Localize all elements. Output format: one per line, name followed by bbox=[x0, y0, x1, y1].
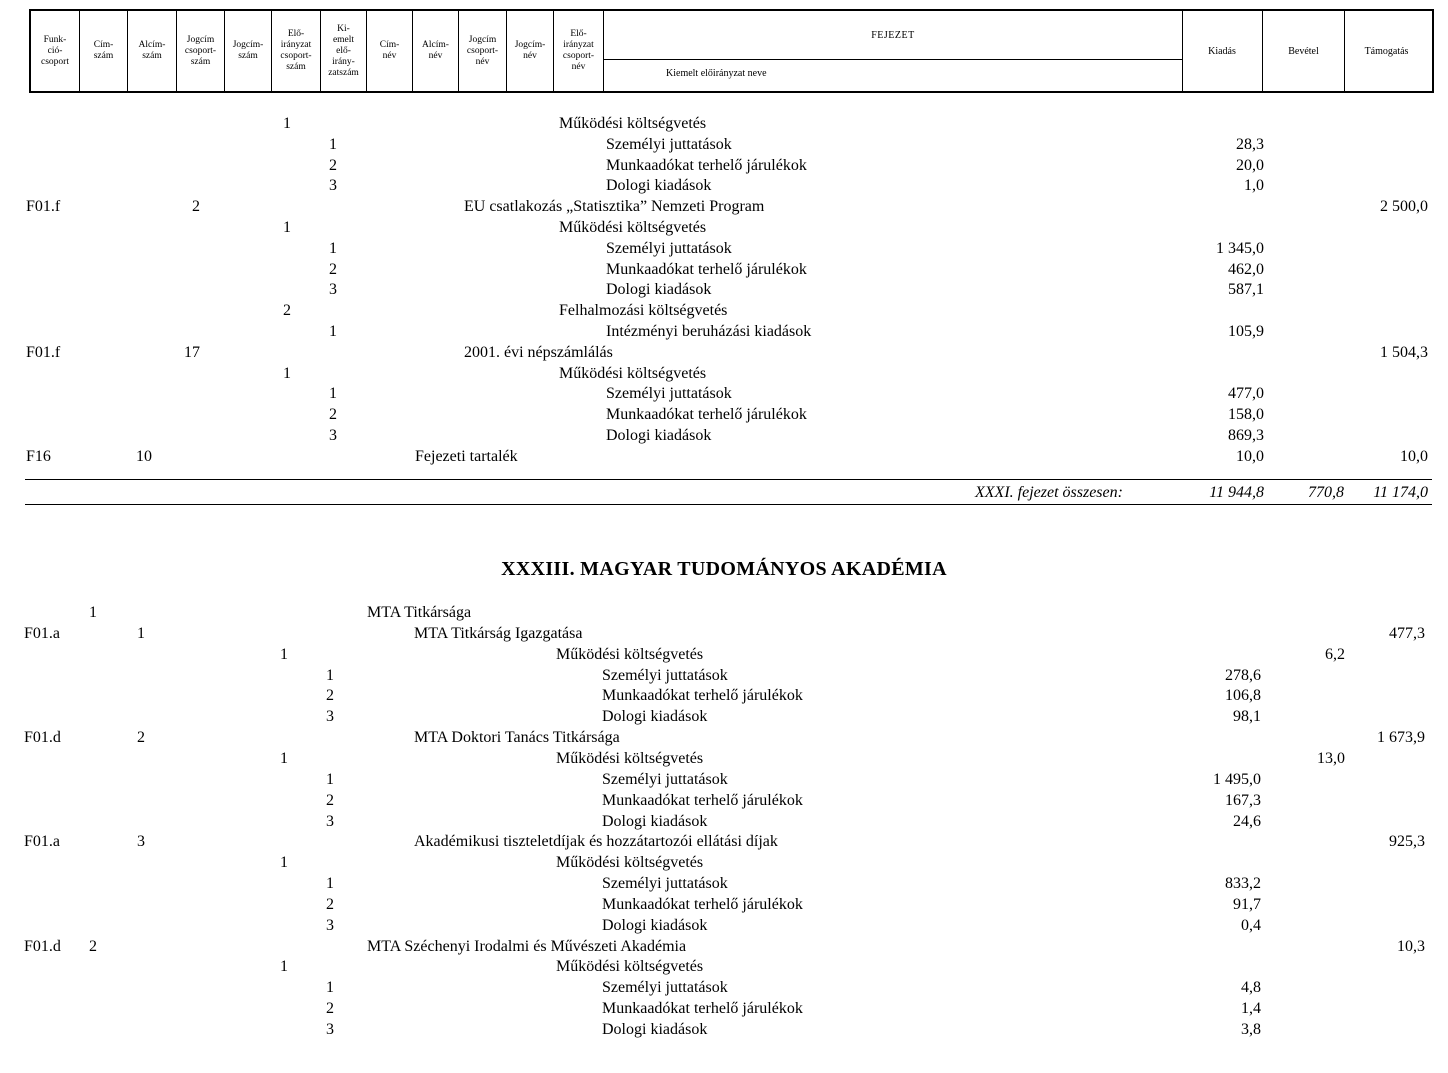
item-name: Munkaadókat terhelő járulékok bbox=[606, 156, 807, 174]
function-code: F01.f bbox=[26, 343, 61, 361]
eloiranyzat-csoport-szam: 1 bbox=[283, 115, 291, 132]
table-row bbox=[0, 667, 1448, 688]
item-name: Dologi kiadások bbox=[606, 427, 712, 444]
alcim-szam: 1 bbox=[137, 624, 145, 642]
table-row bbox=[0, 792, 1448, 813]
tamogatas-value: 2 500,0 bbox=[1380, 198, 1428, 216]
table-row bbox=[0, 448, 1448, 469]
item-name: Fejezeti tartalék bbox=[415, 447, 518, 465]
table-row bbox=[0, 917, 1448, 938]
function-code: F01.d bbox=[24, 937, 61, 955]
kiemelt-eloiranyzat-szam: 2 bbox=[329, 260, 337, 278]
table-row bbox=[0, 427, 1448, 448]
total-kiadas: 11 944,8 bbox=[1209, 484, 1264, 501]
kiadas-value: 3,8 bbox=[1241, 1021, 1261, 1038]
kiemelt-eloiranyzat-szam: 1 bbox=[326, 875, 334, 893]
alcim-szam: 2 bbox=[137, 729, 145, 747]
cim-szam: 2 bbox=[89, 937, 97, 955]
item-name: MTA Széchenyi Irodalmi és Művészeti Akadémia bbox=[367, 937, 687, 955]
header-col-9: Alcím- név bbox=[413, 11, 459, 91]
table-row bbox=[0, 385, 1448, 406]
table-row bbox=[0, 896, 1448, 917]
item-name: Működési költségvetés bbox=[556, 854, 704, 872]
kiadas-value: 158,0 bbox=[1228, 406, 1264, 424]
total-label: XXXI. fejezet összesen: bbox=[975, 484, 1123, 501]
item-name: Személyi juttatások bbox=[602, 979, 728, 997]
kiadas-value: 477,0 bbox=[1228, 385, 1264, 403]
header-kiadas: Kiadás bbox=[1182, 11, 1263, 91]
table-row bbox=[0, 854, 1448, 875]
jogcimcsoport-szam: 17 bbox=[184, 343, 200, 361]
table-row bbox=[0, 281, 1448, 302]
table-row bbox=[0, 323, 1448, 344]
header-col-2: Cím- szám bbox=[80, 11, 128, 91]
kiemelt-eloiranyzat-szam: 2 bbox=[326, 687, 334, 705]
table-row bbox=[0, 302, 1448, 323]
table-row bbox=[0, 115, 1448, 136]
table-row bbox=[0, 240, 1448, 261]
kiadas-value: 167,3 bbox=[1225, 791, 1261, 809]
item-name: Személyi juttatások bbox=[602, 770, 728, 788]
bevetel-value: 13,0 bbox=[1317, 749, 1345, 767]
function-code: F01.f bbox=[26, 198, 61, 216]
item-name: Személyi juttatások bbox=[602, 875, 728, 893]
item-name: 2001. évi népszámlálás bbox=[464, 343, 613, 361]
item-name: Intézményi beruházási kiadások bbox=[606, 323, 812, 340]
table-row bbox=[0, 750, 1448, 771]
kiemelt-eloiranyzat-szam: 2 bbox=[329, 406, 337, 424]
kiadas-value: 1 495,0 bbox=[1213, 770, 1261, 788]
kiadas-value: 833,2 bbox=[1225, 875, 1261, 893]
item-name: Dologi kiadások bbox=[602, 1021, 708, 1038]
kiadas-value: 91,7 bbox=[1233, 895, 1261, 913]
item-name: Munkaadókat terhelő járulékok bbox=[602, 791, 803, 809]
kiadas-value: 462,0 bbox=[1228, 260, 1264, 278]
section-title: XXXIII. MAGYAR TUDOMÁNYOS AKADÉMIA bbox=[501, 558, 947, 580]
item-name: Személyi juttatások bbox=[606, 385, 732, 403]
header-col-12: Elő- irányzat csoport- név bbox=[554, 11, 604, 91]
kiemelt-eloiranyzat-szam: 2 bbox=[326, 895, 334, 913]
kiadas-value: 278,6 bbox=[1225, 666, 1261, 684]
kiadas-value: 869,3 bbox=[1228, 427, 1264, 444]
item-name: Dologi kiadások bbox=[602, 708, 708, 726]
item-name: Személyi juttatások bbox=[602, 666, 728, 684]
item-name: Munkaadókat terhelő járulékok bbox=[606, 406, 807, 424]
item-name: Működési költségvetés bbox=[556, 958, 704, 976]
divider-line bbox=[25, 504, 1432, 505]
table-row bbox=[0, 958, 1448, 979]
table-row bbox=[0, 625, 1448, 646]
table-row bbox=[0, 157, 1448, 178]
kiemelt-eloiranyzat-szam: 2 bbox=[326, 791, 334, 809]
item-name: Munkaadókat terhelő járulékok bbox=[602, 895, 803, 913]
kiadas-value: 1,0 bbox=[1244, 177, 1264, 195]
table-row bbox=[0, 708, 1448, 729]
table-row bbox=[0, 198, 1448, 219]
tamogatas-value: 10,0 bbox=[1400, 447, 1428, 465]
item-name: Működési költségvetés bbox=[559, 219, 707, 236]
table-row bbox=[0, 261, 1448, 282]
function-code: F01.a bbox=[24, 624, 60, 642]
header-col-1: Funk- ció- csoport bbox=[31, 11, 80, 91]
table-row bbox=[0, 875, 1448, 896]
chapter-total-row bbox=[0, 484, 1448, 506]
bevetel-value: 6,2 bbox=[1325, 645, 1345, 663]
cim-szam: 10 bbox=[136, 447, 152, 465]
jogcimcsoport-szam: 2 bbox=[192, 198, 200, 216]
item-name: EU csatlakozás „Statisztika” Nemzeti Program bbox=[464, 198, 765, 216]
item-name: Működési költségvetés bbox=[556, 645, 704, 663]
function-code: F01.a bbox=[24, 833, 60, 851]
item-name: Működési költségvetés bbox=[559, 364, 707, 382]
kiemelt-eloiranyzat-szam: 3 bbox=[326, 708, 334, 726]
header-kiemelt-nev: Kiemelt előirányzat neve bbox=[666, 68, 767, 79]
item-name: Felhalmozási költségvetés bbox=[559, 302, 728, 320]
table-row bbox=[0, 365, 1448, 386]
kiadas-value: 106,8 bbox=[1225, 687, 1261, 705]
tamogatas-value: 1 504,3 bbox=[1380, 343, 1428, 361]
kiadas-value: 20,0 bbox=[1236, 156, 1264, 174]
eloiranyzat-csoport-szam: 1 bbox=[280, 854, 288, 872]
kiemelt-eloiranyzat-szam: 3 bbox=[329, 177, 337, 195]
kiemelt-eloiranyzat-szam: 1 bbox=[329, 385, 337, 403]
header-col-11: Jogcím- név bbox=[507, 11, 554, 91]
item-name: Munkaadókat terhelő járulékok bbox=[606, 260, 807, 278]
eloiranyzat-csoport-szam: 1 bbox=[283, 364, 291, 382]
kiemelt-eloiranyzat-szam: 2 bbox=[326, 1000, 334, 1018]
table-row bbox=[0, 604, 1448, 625]
function-code: F16 bbox=[26, 447, 51, 465]
tamogatas-value: 925,3 bbox=[1389, 833, 1425, 851]
item-name: Működési költségvetés bbox=[559, 115, 707, 132]
item-name: MTA Titkársága bbox=[367, 604, 472, 621]
kiadas-value: 4,8 bbox=[1241, 979, 1261, 997]
table-row bbox=[0, 979, 1448, 1000]
kiadas-value: 1 345,0 bbox=[1216, 239, 1264, 257]
tamogatas-value: 1 673,9 bbox=[1377, 729, 1425, 747]
table-row bbox=[0, 771, 1448, 792]
kiadas-value: 1,4 bbox=[1241, 1000, 1261, 1018]
kiadas-value: 0,4 bbox=[1241, 916, 1261, 934]
item-name: MTA Doktori Tanács Titkársága bbox=[414, 729, 620, 747]
tamogatas-value: 10,3 bbox=[1397, 937, 1425, 955]
item-name: Dologi kiadások bbox=[602, 916, 708, 934]
cim-szam: 1 bbox=[89, 604, 97, 621]
item-name: Akadémikusi tiszteletdíjak és hozzátartozói ellátási díjak bbox=[414, 833, 778, 851]
header-col-4: Jogcím csoport- szám bbox=[177, 11, 225, 91]
kiadas-value: 587,1 bbox=[1228, 281, 1264, 299]
item-name: Dologi kiadások bbox=[602, 812, 708, 830]
table-row bbox=[0, 938, 1448, 959]
table-row bbox=[0, 687, 1448, 708]
item-name: Működési költségvetés bbox=[556, 749, 704, 767]
item-name: Munkaadókat terhelő járulékok bbox=[602, 687, 803, 705]
item-name: Munkaadókat terhelő járulékok bbox=[602, 1000, 803, 1018]
table-row bbox=[0, 177, 1448, 198]
table-row bbox=[0, 729, 1448, 750]
item-name: MTA Titkárság Igazgatása bbox=[414, 624, 583, 642]
kiemelt-eloiranyzat-szam: 3 bbox=[326, 812, 334, 830]
function-code: F01.d bbox=[24, 729, 61, 747]
table-row bbox=[0, 136, 1448, 157]
item-name: Személyi juttatások bbox=[606, 239, 732, 257]
kiemelt-eloiranyzat-szam: 1 bbox=[326, 770, 334, 788]
eloiranyzat-csoport-szam: 1 bbox=[280, 645, 288, 663]
item-name: Személyi juttatások bbox=[606, 135, 732, 153]
kiemelt-eloiranyzat-szam: 3 bbox=[326, 916, 334, 934]
header-table bbox=[29, 9, 1434, 93]
header-col-7: Ki- emelt elő- irány- zatszám bbox=[321, 11, 367, 91]
eloiranyzat-csoport-szam: 1 bbox=[280, 958, 288, 976]
header-bevetel: Bevétel bbox=[1263, 11, 1345, 91]
kiemelt-eloiranyzat-szam: 2 bbox=[329, 156, 337, 174]
kiadas-value: 24,6 bbox=[1233, 812, 1261, 830]
kiadas-value: 10,0 bbox=[1236, 447, 1264, 465]
header-col-6: Elő- irányzat csoport- szám bbox=[272, 11, 321, 91]
table-row bbox=[0, 219, 1448, 240]
kiemelt-eloiranyzat-szam: 1 bbox=[329, 239, 337, 257]
table-row bbox=[0, 406, 1448, 427]
header-fejezet-divider bbox=[604, 59, 1182, 60]
eloiranyzat-csoport-szam: 1 bbox=[280, 749, 288, 767]
kiemelt-eloiranyzat-szam: 1 bbox=[329, 323, 337, 340]
kiemelt-eloiranyzat-szam: 1 bbox=[326, 979, 334, 997]
kiadas-value: 105,9 bbox=[1228, 323, 1264, 340]
kiemelt-eloiranyzat-szam: 3 bbox=[326, 1021, 334, 1038]
header-col-5: Jogcím- szám bbox=[225, 11, 272, 91]
eloiranyzat-csoport-szam: 2 bbox=[283, 302, 291, 320]
kiemelt-eloiranyzat-szam: 3 bbox=[329, 281, 337, 299]
item-name: Dologi kiadások bbox=[606, 281, 712, 299]
tamogatas-value: 477,3 bbox=[1389, 624, 1425, 642]
table-row bbox=[0, 344, 1448, 365]
divider-line bbox=[25, 479, 1432, 480]
table-row bbox=[0, 833, 1448, 854]
kiemelt-eloiranyzat-szam: 1 bbox=[326, 666, 334, 684]
kiemelt-eloiranyzat-szam: 1 bbox=[329, 135, 337, 153]
total-tamogatas: 11 174,0 bbox=[1373, 484, 1428, 501]
header-col-3: Alcím- szám bbox=[128, 11, 177, 91]
table-row bbox=[0, 813, 1448, 834]
table-row bbox=[0, 1000, 1448, 1021]
kiadas-value: 98,1 bbox=[1233, 708, 1261, 726]
kiadas-value: 28,3 bbox=[1236, 135, 1264, 153]
header-tamogatas: Támogatás bbox=[1364, 45, 1409, 57]
header-col-8: Cím- név bbox=[367, 11, 413, 91]
total-bevetel: 770,8 bbox=[1308, 484, 1344, 501]
alcim-szam: 3 bbox=[137, 833, 145, 851]
item-name: Dologi kiadások bbox=[606, 177, 712, 195]
header-col-10: Jogcím csoport- név bbox=[459, 11, 507, 91]
kiemelt-eloiranyzat-szam: 3 bbox=[329, 427, 337, 444]
eloiranyzat-csoport-szam: 1 bbox=[283, 219, 291, 236]
table-row bbox=[0, 646, 1448, 667]
table-row bbox=[0, 1021, 1448, 1042]
header-fejezet: FEJEZET bbox=[871, 29, 915, 41]
